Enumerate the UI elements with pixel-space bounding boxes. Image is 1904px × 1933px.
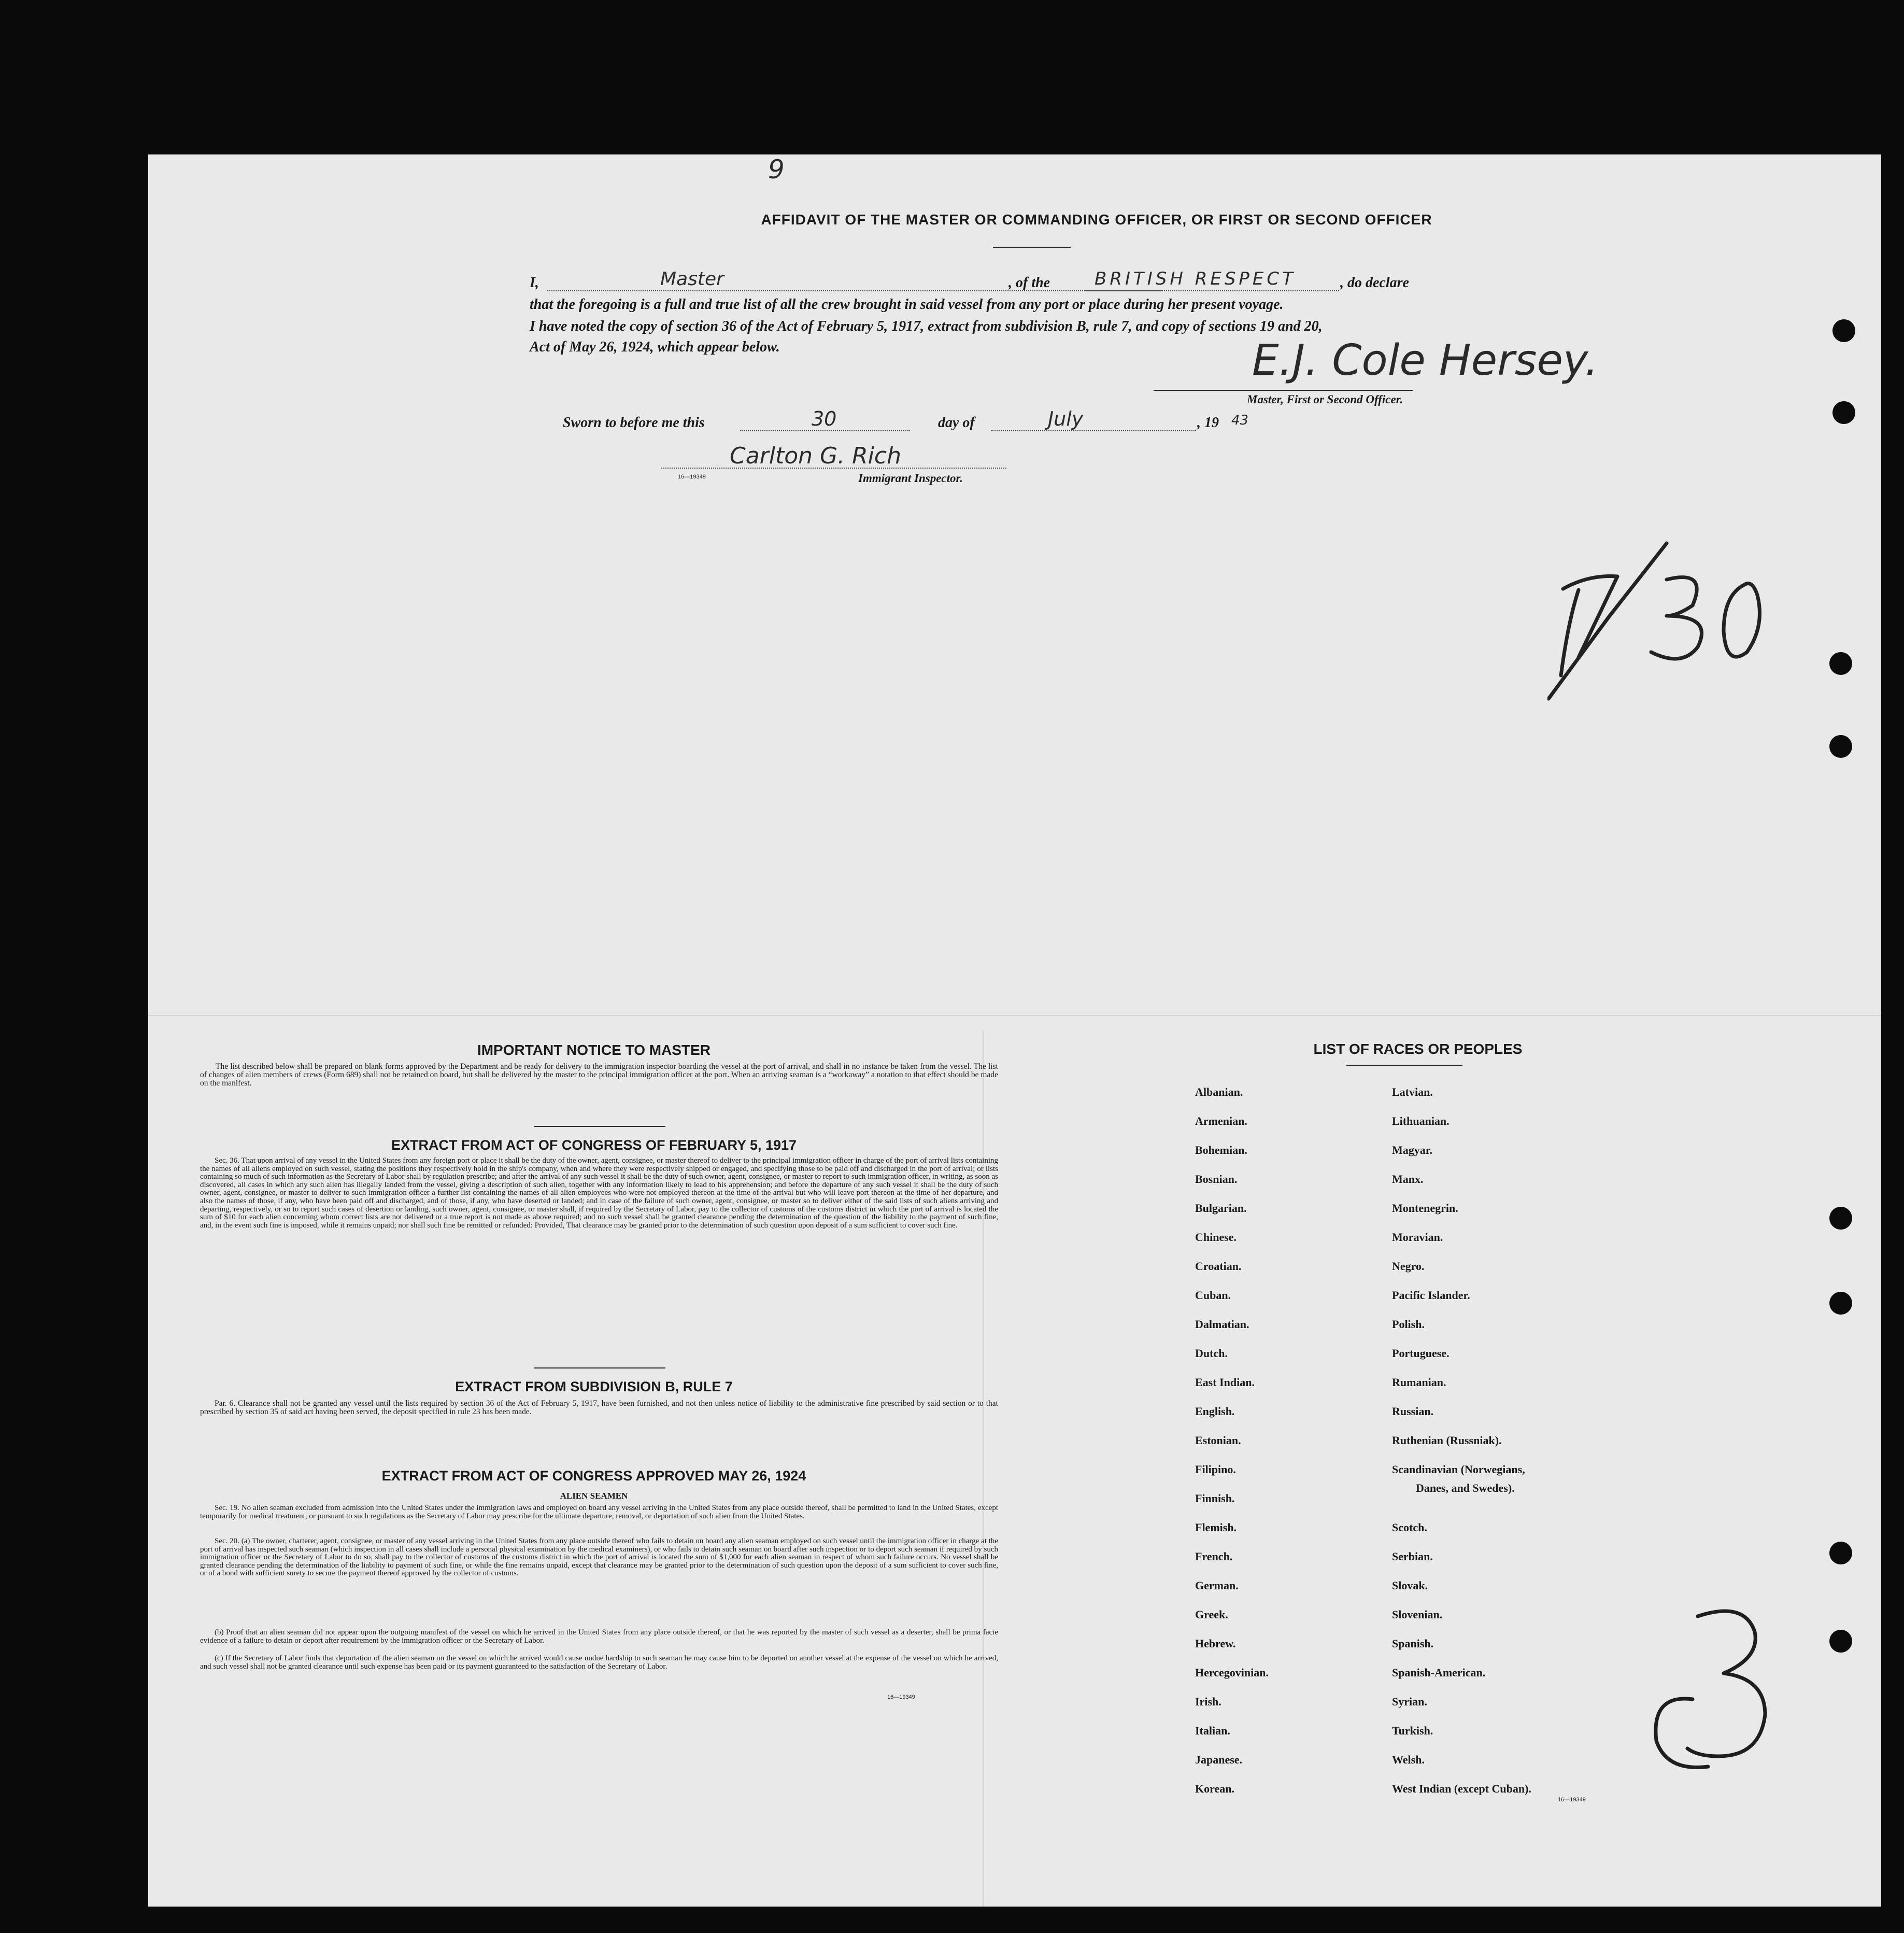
race-item: Lithuanian. <box>1392 1114 1450 1127</box>
race-item: Turkish. <box>1392 1724 1433 1737</box>
race-item: Hercegovinian. <box>1195 1666 1269 1679</box>
form-number: 16—19349 <box>887 1694 915 1700</box>
race-item: Welsh. <box>1392 1753 1425 1766</box>
races-title: LIST OF RACES OR PEOPLES <box>1313 1041 1523 1057</box>
extract-1924-sec20a: Sec. 20. (a) The owner, charterer, agent, consignee, or master of any vessel arriving in the United States from any place outside thereof who fails to detain on board any alien seaman employed on such vessel until the immigration officer in charge at the port of arrival has inspected such seaman (which inspection in all cases shall include a personal physical examination by the medical examiners), or who fails to detain such seaman on board after such inspection or to deport such seaman if required by such immigration officer or the Secretary of Labor to do so, shall pay to the collector of customs of the customs district in which the port of arrival is located the sum of $1,000 for each alien seaman in respect of whom such failure occurs. No vessel shall be granted clearance pending the determination of the liability to payment of such fine, or while the fine remains unpaid, except that clearance may be granted prior to the determination of such question upon the deposit of a sum sufficient to cover such fine, or of a bond with sufficient surety to secure the payment thereof approved by the collector of customs. <box>200 1537 998 1578</box>
race-item: Portuguese. <box>1392 1347 1450 1360</box>
race-item: East Indian. <box>1195 1376 1255 1389</box>
handwritten-number-graphic <box>1641 1601 1796 1777</box>
race-item: Bulgarian. <box>1195 1202 1247 1215</box>
race-item: Russian. <box>1392 1405 1434 1418</box>
sworn-year-entry: 43 <box>1231 413 1249 428</box>
race-item: Spanish-American. <box>1392 1666 1486 1679</box>
extract-1924-title: EXTRACT FROM ACT OF CONGRESS APPROVED MAY 26, 1924 <box>381 1468 806 1484</box>
notice-title: IMPORTANT NOTICE TO MASTER <box>477 1042 711 1058</box>
affidavit-of-the: , of the <box>1008 275 1050 291</box>
race-item: Ruthenian (Russniak). <box>1392 1434 1502 1447</box>
race-item: Slovak. <box>1392 1579 1428 1592</box>
race-item: Greek. <box>1195 1608 1228 1621</box>
race-item: Albanian. <box>1195 1085 1243 1098</box>
page-number-mark: 9 <box>768 154 785 185</box>
race-item: Flemish. <box>1195 1521 1237 1534</box>
affidavit-do-declare: , do declare <box>1340 275 1409 291</box>
race-item: Serbian. <box>1392 1550 1433 1563</box>
extract-rule7-text: Par. 6. Clearance shall not be granted any vessel until the lists required by section 36 of the Act of February 5, 1917, have been furnished, and not then unless notice of liability to the administrative fine prescribed by said section or to that prescribed by section 35 of said act having been served, the deposit specified in rule 23 has been made. <box>200 1399 998 1417</box>
race-item: Dalmatian. <box>1195 1318 1249 1331</box>
affidavit-line-4: Act of May 26, 1924, which appear below. <box>530 339 780 355</box>
race-item: French. <box>1195 1550 1233 1563</box>
inspector-signature: Carlton G. Rich <box>730 443 901 469</box>
sworn-month-line <box>991 430 1196 431</box>
punch-hole <box>1829 1292 1852 1315</box>
race-item: Scandinavian (Norwegians, <box>1392 1463 1525 1476</box>
race-item: Negro. <box>1392 1260 1425 1273</box>
race-item: Armenian. <box>1195 1114 1247 1127</box>
punch-hole <box>1829 735 1852 758</box>
punch-hole <box>1832 319 1855 342</box>
race-item: Finnish. <box>1195 1492 1235 1505</box>
race-item: English. <box>1195 1405 1235 1418</box>
race-item: Moravian. <box>1392 1231 1443 1244</box>
punch-hole <box>1829 1542 1852 1564</box>
sworn-day-of: day of <box>938 415 975 431</box>
extract-1924-sec19: Sec. 19. No alien seaman excluded from admission into the United States under the immigration laws and employed on board any vessel arriving in the United States from any place outside thereof, shall be permitted to land in the United States, except temporarily for medical treatment, or pursuant to such regulations as the Secretary of Labor may prescribe for the ultimate departure, removal, or deportation of such alien from the United States. <box>200 1504 998 1520</box>
race-item: Polish. <box>1392 1318 1425 1331</box>
form-number: 16—19349 <box>678 474 706 480</box>
sworn-month-entry: July <box>1048 407 1084 430</box>
race-item: Syrian. <box>1392 1695 1427 1708</box>
vessel-name-entry: BRITISH RESPECT <box>1095 269 1296 289</box>
race-item: Korean. <box>1195 1782 1234 1795</box>
race-item: Dutch. <box>1195 1347 1228 1360</box>
divider <box>534 1367 665 1368</box>
notice-text: The list described below shall be prepared on blank forms approved by the Department and be ready for delivery to the immigration inspector boarding the vessel at the port of arrival, and shall in no instance be taken from the vessel. The list of changes of alien members of crews (Form 689) shall not be retained on board, but shall be delivered by the master to the principal immigration officer at the port. When an arriving seaman is a “workaway” a notation to that effect should be made on the manifest. <box>200 1062 998 1088</box>
affidavit-line-2: that the foregoing is a full and true list of all the crew brought in said vessel from any port or place during her present voyage. <box>530 297 1284 313</box>
affidavit-line-3: I have noted the copy of section 36 of the Act of February 5, 1917, extract from subdivision B, rule 7, and copy of sections 19 and 20, <box>530 318 1323 334</box>
race-item: Bohemian. <box>1195 1144 1247 1156</box>
race-item: German. <box>1195 1579 1239 1592</box>
punch-hole <box>1832 401 1855 424</box>
race-item: Italian. <box>1195 1724 1230 1737</box>
race-item: Hebrew. <box>1195 1637 1236 1650</box>
race-item: Montenegrin. <box>1392 1202 1458 1215</box>
inspector-caption: Immigrant Inspector. <box>858 472 963 485</box>
sworn-prefix: Sworn to before me this <box>563 415 705 431</box>
race-item: Estonian. <box>1195 1434 1241 1447</box>
sworn-day-line <box>740 430 910 431</box>
master-name-entry: Master <box>660 269 724 290</box>
document-page <box>148 154 1881 1907</box>
race-item: Scotch. <box>1392 1521 1427 1534</box>
affidavit-title: AFFIDAVIT OF THE MASTER OR COMMANDING OFFICER, OR FIRST OR SECOND OFFICER <box>761 211 1432 228</box>
fold-line <box>148 1015 1881 1016</box>
race-item: Croatian. <box>1195 1260 1242 1273</box>
race-item: Latvian. <box>1392 1085 1433 1098</box>
race-item: Danes, and Swedes). <box>1416 1482 1515 1494</box>
race-item: Chinese. <box>1195 1231 1237 1244</box>
handwritten-date-graphic <box>1547 538 1838 828</box>
form-number: 16—19349 <box>1558 1797 1586 1803</box>
divider <box>1346 1065 1462 1066</box>
race-item: Rumanian. <box>1392 1376 1446 1389</box>
title-underline <box>993 247 1071 248</box>
race-item: West Indian (except Cuban). <box>1392 1782 1531 1795</box>
race-item: Magyar. <box>1392 1144 1433 1156</box>
affidavit-pre-name: I, <box>530 275 539 291</box>
extract-rule7-title: EXTRACT FROM SUBDIVISION B, RULE 7 <box>455 1379 733 1394</box>
race-item: Japanese. <box>1195 1753 1243 1766</box>
inspector-line <box>661 468 1006 469</box>
race-item: Irish. <box>1195 1695 1221 1708</box>
punch-hole <box>1829 1207 1852 1230</box>
race-item: Spanish. <box>1392 1637 1434 1650</box>
divider <box>534 1126 665 1127</box>
extract-1917-text: Sec. 36. That upon arrival of any vessel in the United States from any foreign port or place it shall be the duty of the owner, agent, consignee, or master thereof to deliver to the principal immigration officer in charge of the port of arrival lists containing the names of all aliens employed on such vessel, stating the positions they respectively hold in the ship's company, when and where they were respectively shipped or engaged, and specifying those to be paid off and discharged in the port of arrival; or lists containing so much of such information as the Secretary of Labor shall by regulation prescribe; and after the arrival of any such vessel it shall be the duty of such owner, agent, consignee, or master to report to such immigration officer, in writing, as soon as discovered, all cases in which any such alien has illegally landed from the vessel, giving a description of such alien, together with any information likely to lead to his apprehension; and before the departure of any such vessel it shall be the duty of such owner, agent, consignee, or master to deliver to such immigration officer a further list containing the names of all alien employees who were not employed thereon at the time of the arrival but who will leave port thereon at the time of her departure, and also the names of those, if any, who have been paid off and discharged, and of those, if any, who have deserted or landed; and in case of the failure of such owner, agent, consignee, or master so to deliver either of the said lists of such aliens arriving and departing, respectively, or so to report such cases of desertion or landing, such owner, agent, consignee, or master shall, if required by the Secretary of Labor, pay to the collector of customs of the customs district in which the port of arrival is located the sum of $10 for each alien concerning whom correct lists are not delivered or a true report is not made as above required; and no such vessel shall be granted clearance pending the determination of the question of the liability to the payment of such fine, and, in the event such fine is imposed, while it remains unpaid; nor shall such fine be remitted or refunded: Provided, That clearance may be granted prior to the determination of such question upon deposit of a sum sufficient to cover such fine. <box>200 1156 998 1230</box>
punch-hole <box>1829 1630 1852 1653</box>
extract-1917-title: EXTRACT FROM ACT OF CONGRESS OF FEBRUARY 5, 1917 <box>391 1137 797 1153</box>
master-signature: E.J. Cole Hersey. <box>1252 336 1599 385</box>
race-item: Filipino. <box>1195 1463 1236 1476</box>
extract-1924-sec20c: (c) If the Secretary of Labor finds that deportation of the alien seaman on the vessel on which he arrived would cause undue hardship to such seaman he may cause him to be deported on another vessel at the expense of the vessel on which he arrived, and such vessel shall not be granted clearance until such expense has been paid or its payment guaranteed to the satisfaction of the Secretary of Labor. <box>200 1654 998 1671</box>
race-item: Pacific Islander. <box>1392 1289 1470 1302</box>
race-item: Slovenian. <box>1392 1608 1443 1621</box>
race-item: Bosnian. <box>1195 1173 1238 1186</box>
sworn-day-entry: 30 <box>812 407 837 430</box>
signature-caption: Master, First or Second Officer. <box>1247 393 1403 406</box>
sworn-year-prefix: , 19 <box>1197 415 1219 431</box>
race-item: Cuban. <box>1195 1289 1231 1302</box>
name-field-line <box>547 290 1162 291</box>
extract-1924-subtitle: ALIEN SEAMEN <box>560 1491 628 1501</box>
punch-hole <box>1829 652 1852 675</box>
extract-1924-sec20b: (b) Proof that an alien seaman did not appear upon the outgoing manifest of the vessel on which he arrived in the United States from any place outside thereof, or that he was reported by the master of such vessel as a deserter, shall be prima facie evidence of a failure to detain or deport after requirement by the immigration officer or the Secretary of Labor. <box>200 1628 998 1645</box>
race-item: Manx. <box>1392 1173 1424 1186</box>
vessel-field-line <box>1085 290 1339 291</box>
signature-line <box>1154 390 1413 391</box>
